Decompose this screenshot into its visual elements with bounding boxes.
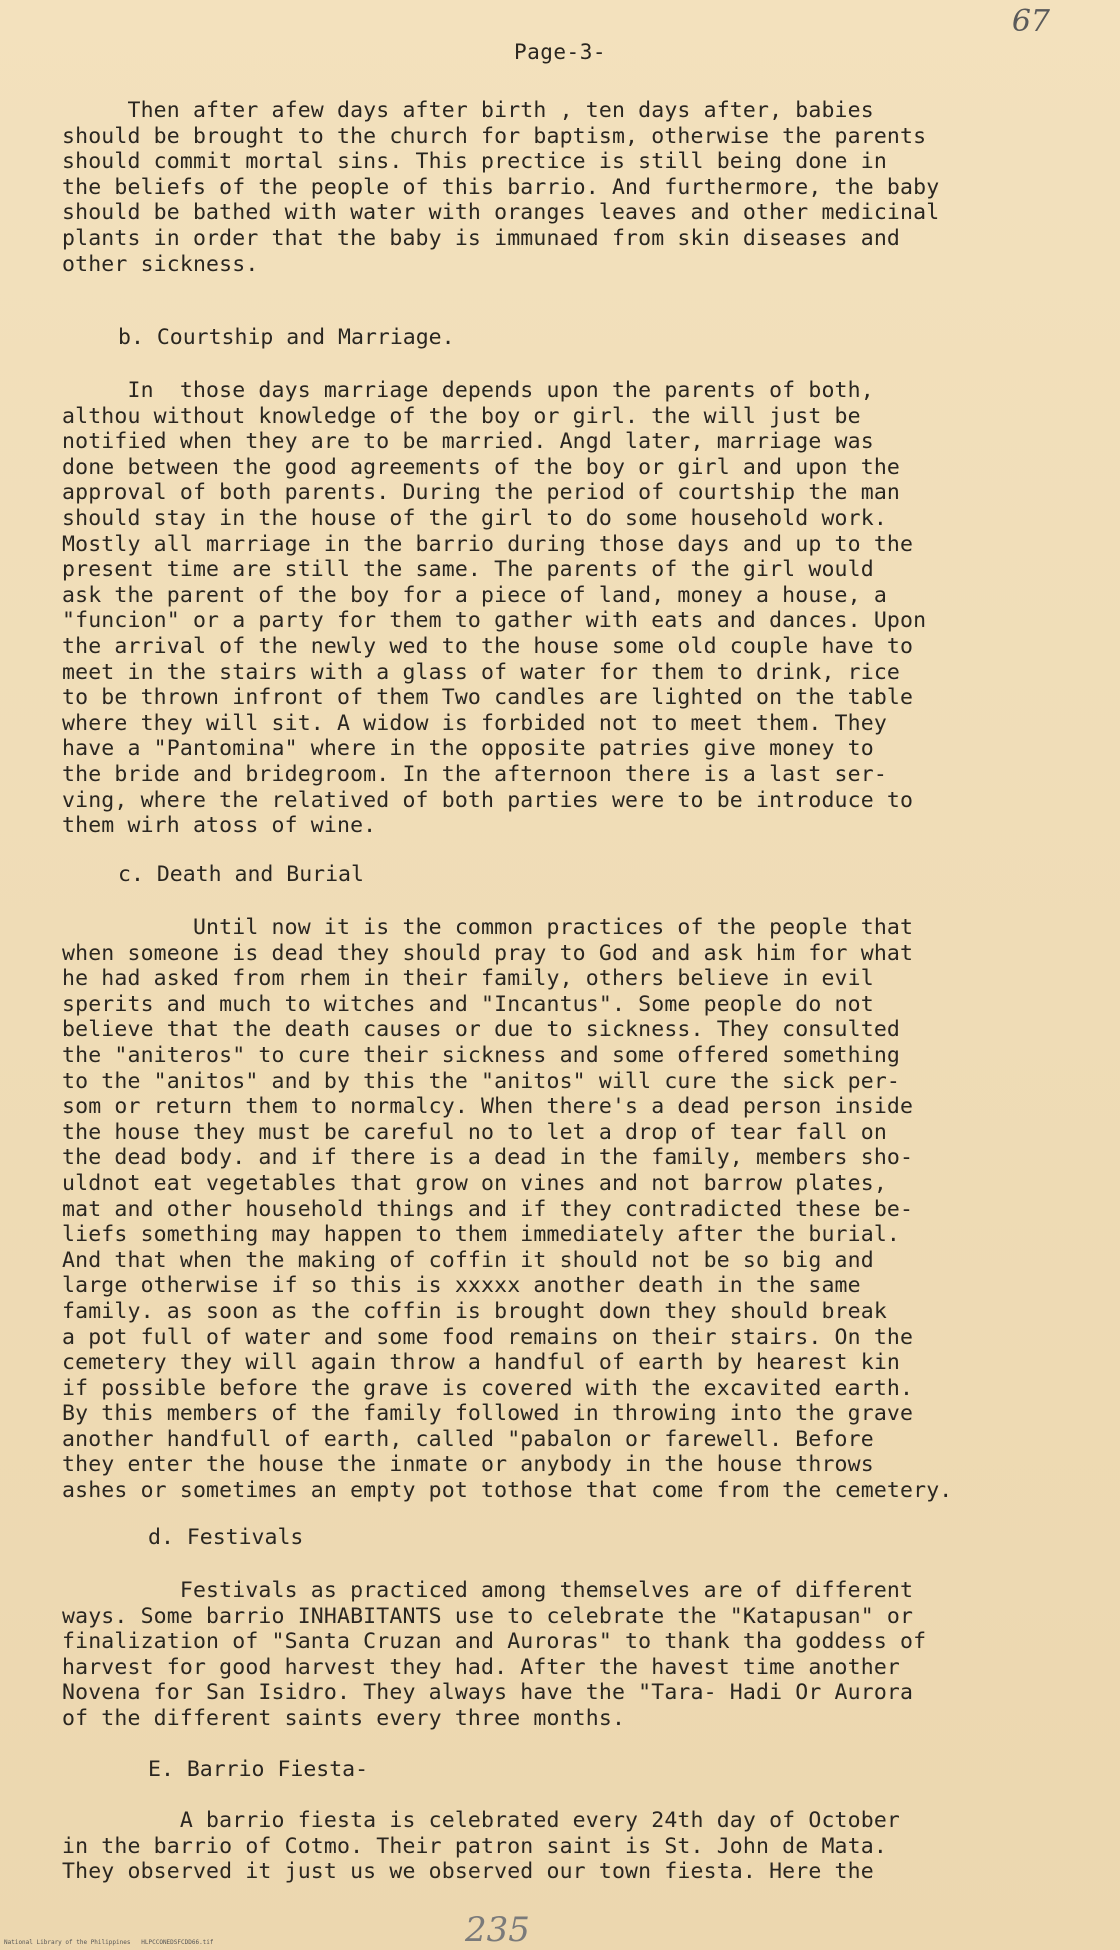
text-line: mat and other household things and if they contradicted these be- [62,1196,914,1222]
text-line: notified when they are to be married. Angd later, marriage was [62,429,874,455]
text-line: the bride and bridegroom. In the afternoon there is a last ser- [62,761,887,787]
text-line: ways. Some barrio INHABITANTS use to celebrate the "Katapusan" or [62,1603,914,1629]
text-line: Until now it is the common practices of the people that [62,915,914,940]
text-line: the beliefs of the people of this barrio. And furthermore, the baby [62,174,940,200]
section-heading-courtship: b. Courtship and Marriage. [118,325,455,350]
text-line: cemetery they will again throw a handful of earth by hearest kin [62,1350,901,1376]
text-line: the arrival of the newly wed to the house some old couple have to [62,633,914,659]
text-line: And that when the making of coffin it should not be so big and [62,1247,874,1273]
text-line: Mostly all marriage in the barrio during those days and up to the [62,531,914,557]
text-line: large otherwise if so this is xxxxx another death in the same [62,1273,861,1299]
text-line: uldnot eat vegetables that grow on vines and not barrow plates, [62,1170,887,1196]
text-line: approval of both parents. During the period of courtship the man [62,480,901,506]
text-line: som or return them to normalcy. When there's a dead person inside [62,1094,914,1120]
text-line: he had asked from rhem in their family, others believe in evil [62,966,874,992]
text-line: in the barrio of Cotmo. Their patron saint is St. John de Mata. [62,1833,887,1859]
text-line: a pot full of water and some food remains on their stairs. On the [62,1324,914,1350]
text-line: althou without knowledge of the boy or girl. the will just be [62,403,861,429]
text-line: A barrio fiesta is celebrated every 24th day of October [62,1808,901,1833]
page-header: Page-3- [513,40,606,64]
text-line: ask the parent of the boy for a piece of land, money a house, a [62,582,887,608]
text-line: family. as soon as the coffin is brought down they should break [62,1298,887,1324]
text-line: them wirh atoss of wine. [62,813,377,839]
text-line: plants in order that the baby is immunaed from skin diseases and [62,225,901,251]
text-line: liefs something may happen to them immediately after the burial. [62,1222,901,1248]
text-line: other sickness. [62,251,259,277]
text-line: finalization of "Santa Cruzan and Auroras" to thank tha goddess of [62,1629,927,1655]
handwritten-page-number: 67 [1011,4,1050,39]
archive-footer: National Library of the Philippines HLPCCONEDSFCDD66.tif [4,1939,214,1946]
text-line: present time are still the same. The parents of the girl would [62,557,874,583]
text-line: another handfull of earth, called "pabalon or farewell. Before [62,1426,874,1452]
text-line: done between the good agreements of the boy or girl and upon the [62,454,901,480]
text-line: sperits and much to witches and "Incantus". Some people do not [62,991,874,1017]
text-line: if possible before the grave is covered with the excavited earth. [62,1375,914,1401]
text-line: They observed it just us we observed our town fiesta. Here the [62,1859,874,1885]
text-line: the house they must be careful no to let a drop of tear fall on [62,1119,887,1145]
paragraph-birth [62,98,1102,277]
text-line: they enter the house the inmate or anybody in the house throws [62,1452,874,1478]
text-line: should stay in the house of the girl to do some household work. [62,505,887,531]
handwritten-bottom-number: 235 [465,1910,530,1950]
text-line: Novena for San Isidro. They always have the "Tara- Hadi Or Aurora [62,1680,914,1706]
text-line: harvest for good harvest they had. After the havest time another [62,1654,901,1680]
text-line: when someone is dead they should pray to God and ask him for what [62,940,914,966]
text-line: ving, where the relatived of both parties were to be introduce to [62,787,914,813]
section-heading-festivals: d. Festivals [148,1525,304,1550]
text-line: should be bathed with water with oranges leaves and other medicinal [62,200,940,226]
paragraph-death [62,915,1102,1504]
text-line: the "aniteros" to cure their sickness and some offered something [62,1042,901,1068]
text-line: Festivals as practiced among themselves are of different [62,1578,914,1603]
text-line: ashes or sometimes an empty pot tothose that come from the cemetery. [62,1478,953,1504]
text-line: should be brought to the church for baptism, otherwise the parents [62,123,927,149]
text-line: to be thrown infront of them Two candles are lighted on the table [62,685,914,711]
text-line: have a "Pantomina" where in the opposite patries give money to [62,736,874,762]
section-heading-barrio-fiesta: E. Barrio Fiesta- [148,1757,369,1782]
section-heading-death: c. Death and Burial [118,862,364,887]
text-line: of the different saints every three months. [62,1705,626,1731]
text-line: By this members of the family followed in throwing into the grave [62,1401,914,1427]
text-line: to the "anitos" and by this the "anitos" will cure the sick per- [62,1068,901,1094]
text-line: where they will sit. A widow is forbided not to meet them. They [62,710,887,736]
paragraph-courtship [62,378,1102,839]
paragraph-barrio-fiesta [62,1808,1102,1885]
text-line: meet in the stairs with a glass of water for them to drink, rice [62,659,901,685]
text-line: the dead body. and if there is a dead in the family, members sho- [62,1145,914,1171]
paragraph-festivals [62,1578,1102,1732]
text-line: believe that the death causes or due to sickness. They consulted [62,1017,901,1043]
text-line: should commit mortal sins. This prectice is still being done in [62,149,887,175]
text-line: Then after afew days after birth , ten days after, babies [62,98,874,123]
text-line: In those days marriage depends upon the parents of both, [62,378,874,403]
text-line: "funcion" or a party for them to gather with eats and dances. Upon [62,608,927,634]
